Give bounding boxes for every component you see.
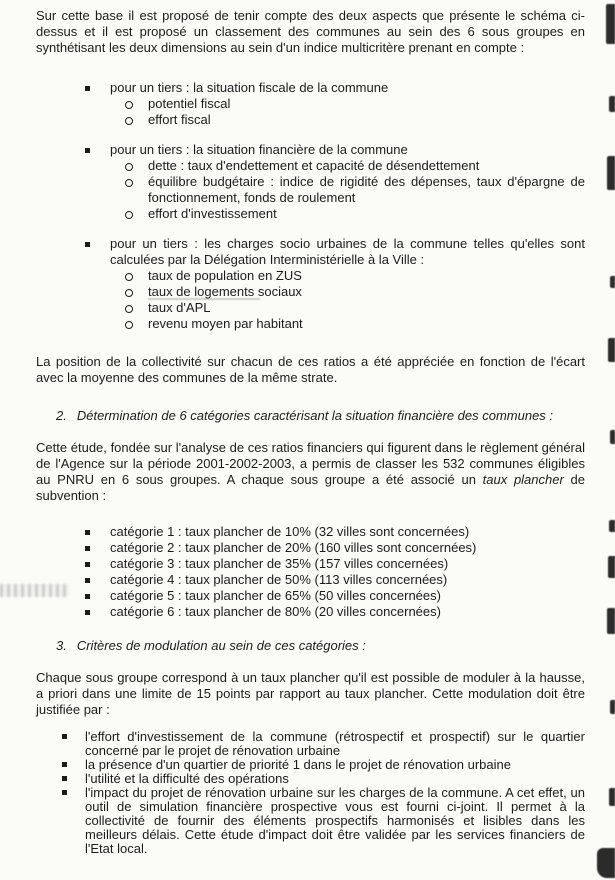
category-text: catégorie 2 : taux plancher de 20% (160 villes sont concernées): [110, 540, 477, 555]
category-text: catégorie 1 : taux plancher de 10% (32 villes sont concernées): [110, 524, 470, 539]
index-criteria-list: [36, 80, 585, 332]
sub-list-item: [110, 316, 585, 332]
circle-bullet-icon: [125, 117, 133, 125]
criterion-item: [62, 730, 585, 758]
scan-artifact: [610, 430, 615, 444]
sub-list-item: [110, 158, 585, 174]
category-item: [85, 572, 585, 588]
sub-item-text: taux de population en ZUS: [148, 268, 302, 283]
square-bullet-icon: [85, 610, 90, 615]
section-2-paragraph: [36, 440, 585, 504]
scan-artifact: [609, 520, 615, 532]
section-3-paragraph: Chaque sous groupe correspond à un taux plancher qu'il est possible de moduler à la hausse, a priori dans une limite de 15 points par rapport au taux plancher. Cette modulation doit être justifiée par :: [36, 670, 585, 717]
square-bullet-icon: [85, 562, 90, 567]
category-item: [85, 524, 585, 540]
circle-bullet-icon: [125, 273, 133, 281]
category-item: [85, 588, 585, 604]
circle-bullet-icon: [125, 321, 133, 329]
sub-list-item: [110, 206, 585, 222]
criterion-item: [62, 786, 585, 856]
modulation-criteria-list: [36, 730, 585, 856]
scan-artifact: [607, 608, 615, 634]
circle-bullet-icon: [125, 305, 133, 313]
category-item: [85, 556, 585, 572]
sub-item-text: équilibre budgétaire : indice de rigidité des dépenses, taux d'épargne de fonctionnement, fonds de roulement: [148, 174, 585, 205]
scan-artifact: [606, 4, 615, 44]
section-number: 3.: [56, 638, 67, 653]
categories-list: [36, 524, 585, 620]
list-item-situation-financiere: [85, 142, 585, 222]
circle-bullet-icon: [125, 101, 133, 109]
square-bullet-icon: [85, 546, 90, 551]
list-item-body: [110, 236, 585, 332]
sub-item-text: taux de logements sociaux: [148, 284, 302, 299]
circle-bullet-icon: [125, 163, 133, 171]
square-bullet-icon: [62, 776, 67, 781]
circle-bullet-icon: [125, 211, 133, 219]
square-bullet-icon: [62, 790, 67, 795]
section-3-heading: [56, 638, 585, 654]
list-item-body: [110, 80, 585, 128]
scan-line: [148, 298, 260, 300]
sub-list-item: [110, 174, 585, 206]
category-item: [85, 540, 585, 556]
section-2-heading: [56, 408, 585, 424]
square-bullet-icon: [85, 86, 90, 91]
sub-list-item: [110, 112, 585, 128]
square-bullet-icon: [85, 594, 90, 599]
category-text: catégorie 3 : taux plancher de 35% (157 villes concernées): [110, 556, 449, 571]
sub-list-item: [110, 96, 585, 112]
list-item-charges-socio-urbaines: [85, 236, 585, 332]
list-item-text: pour un tiers : la situation fiscale de la commune: [110, 80, 389, 95]
category-text: catégorie 4 : taux plancher de 50% (113 villes concernées): [110, 572, 448, 587]
position-paragraph: La position de la collectivité sur chacun de ces ratios a été appréciée en fonction de l'écart avec la moyenne des communes de la même strate.: [36, 354, 585, 385]
scan-artifact: [610, 276, 615, 288]
square-bullet-icon: [62, 734, 67, 739]
scan-artifact: [610, 700, 615, 714]
sub-item-text: effort fiscal: [148, 112, 211, 127]
scan-artifact: [607, 156, 615, 190]
paragraph-text: Cette étude, fondée sur l'analyse de ces ratios financiers qui figurent dans le règlement général de l'Agence sur la période 2001-2002-2003, a permis de classer les 532 communes éligibles au PNRU en 6 sous groupes. A chaque sous groupe a été associé un: [36, 440, 585, 487]
sub-item-text: dette : taux d'endettement et capacité de désendettement: [148, 158, 480, 173]
sub-item-text: potentiel fiscal: [148, 96, 231, 111]
section-title-text: Détermination de 6 catégories caractérisant la situation financière des communes :: [76, 408, 554, 423]
criterion-text: l'impact du projet de rénovation urbaine sur les charges de la commune. A cet effet, un outil de simulation financière prospective vous est fourni ci-joint. Il permet à la collectivité de fournir des éléments prospectifs harmonisés et lisibles dans les meilleurs délais. Cette étude d'impact doit être validée par les services financiers de l'Etat local.: [85, 785, 585, 856]
emphasized-term: taux plancher: [482, 472, 564, 487]
criterion-item: [62, 772, 585, 786]
scan-artifact: [609, 788, 615, 806]
square-bullet-icon: [85, 242, 90, 247]
square-bullet-icon: [85, 148, 90, 153]
circle-bullet-icon: [125, 289, 133, 297]
intro-paragraph: Sur cette base il est proposé de tenir compte des deux aspects que présente le schéma ci-dessus et il est proposé un classement des communes au sein des 6 sous groupes en synthétisant les deux dimensions au sein d'un indice multicritère prenant en compte :: [36, 8, 585, 55]
square-bullet-icon: [85, 578, 90, 583]
criterion-text: l'effort d'investissement de la commune (rétrospectif et prospectif) sur le quartier concerné par le projet de rénovation urbaine: [85, 729, 585, 758]
scan-smudge: [0, 584, 70, 597]
category-text: catégorie 6 : taux plancher de 80% (20 villes concernées): [110, 604, 441, 619]
sub-list-item: [110, 268, 585, 284]
scan-artifact: [609, 96, 615, 112]
section-number: 2.: [56, 408, 67, 423]
sub-item-text: taux d'APL: [148, 300, 211, 315]
sub-item-text: revenu moyen par habitant: [148, 316, 303, 331]
scan-artifact: [608, 556, 615, 578]
square-bullet-icon: [62, 762, 67, 767]
list-item-situation-fiscale: [85, 80, 585, 128]
criterion-text: la présence d'un quartier de priorité 1 dans le projet de rénovation urbaine: [85, 757, 511, 772]
category-text: catégorie 5 : taux plancher de 65% (50 villes concernées): [110, 588, 441, 603]
sub-item-text: effort d'investissement: [148, 206, 277, 221]
circle-bullet-icon: [125, 179, 133, 187]
list-item-text: pour un tiers : les charges socio urbaines de la commune telles qu'elles sont calculées par la Délégation Interministérielle à la Ville :: [110, 236, 585, 267]
sub-list-item: [110, 300, 585, 316]
criterion-text: l'utilité et la difficulté des opérations: [85, 771, 289, 786]
section-title-text: Critères de modulation au sein de ces catégories :: [76, 638, 366, 653]
criterion-item: [62, 758, 585, 772]
paragraph-text: de subvention :: [36, 472, 585, 503]
list-item-body: [110, 142, 585, 222]
scan-artifact: [597, 848, 615, 878]
scan-artifact: [608, 338, 615, 362]
list-item-text: pour un tiers : la situation financière de la commune: [110, 142, 408, 157]
square-bullet-icon: [85, 530, 90, 535]
category-item: [85, 604, 585, 620]
